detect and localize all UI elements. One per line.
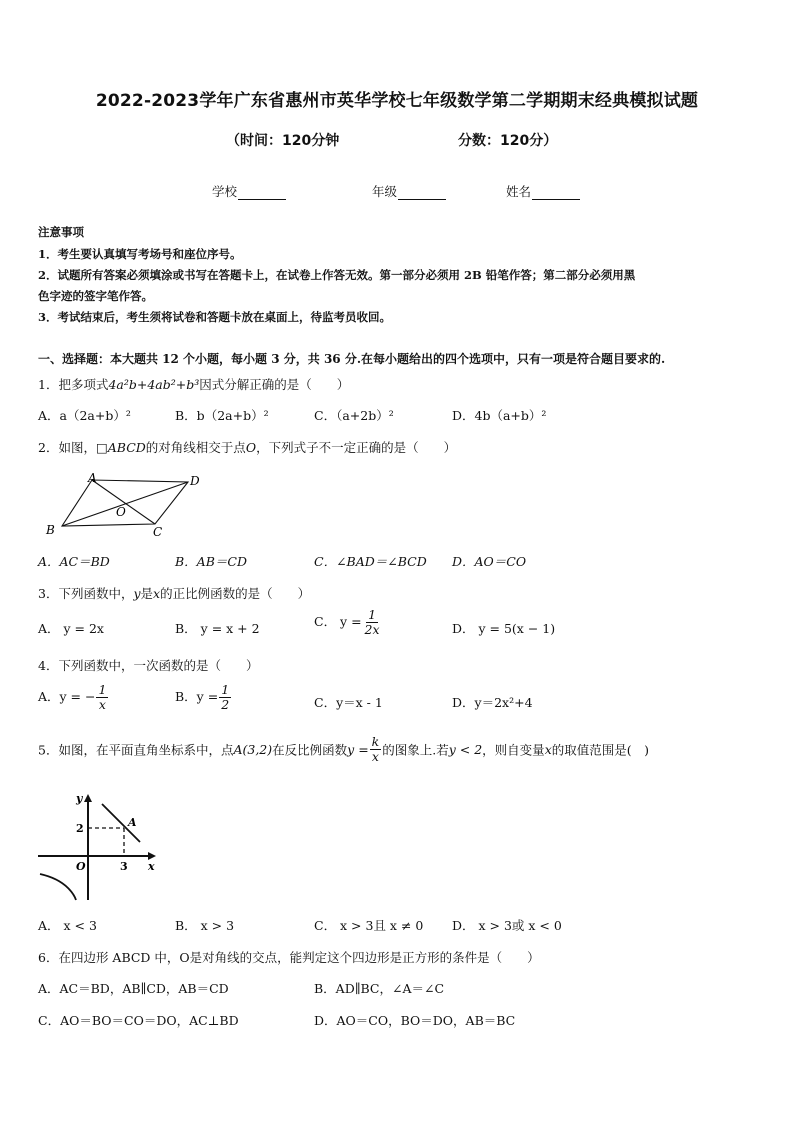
school-blank[interactable]	[238, 187, 286, 200]
tick-label-3: 3	[120, 860, 128, 873]
label-o: O	[116, 505, 126, 519]
q1-expression: 4a²b+4ab²+b³	[108, 377, 200, 392]
q2-option-a[interactable]: A．AC＝BD	[38, 554, 110, 569]
axis-label-y: y	[76, 792, 83, 805]
diagonal-bd	[62, 482, 188, 526]
q3-option-d[interactable]: D． y = 5(x − 1)	[452, 621, 556, 636]
y-axis-arrow	[84, 794, 92, 802]
q5-option-d[interactable]: D． x > 3或 x < 0	[452, 918, 562, 933]
axis-label-x: x	[148, 860, 155, 873]
q2-option-d[interactable]: D．AO＝CO	[452, 554, 527, 569]
q3-option-c[interactable]: C． y = $\frac{1}{2x}$	[314, 607, 380, 637]
label-b: B	[46, 523, 55, 537]
q4-option-c[interactable]: C．y＝x - 1	[314, 695, 383, 710]
note-1: 1．考生要认真填写考场号和座位序号。	[38, 247, 242, 261]
q1-stem: 1．把多项式4a²b+4ab²+b³因式分解正确的是（ ）	[38, 377, 350, 392]
q4-option-a[interactable]: A．y = − $\frac{1}{x}$	[38, 682, 107, 712]
q4-option-d[interactable]: D．y＝2x²+4	[452, 695, 533, 710]
school-field[interactable]	[212, 182, 286, 200]
q3-option-a[interactable]: A． y = 2x	[38, 621, 104, 636]
notes-heading: 注意事项	[38, 225, 84, 239]
q6-option-d[interactable]: D．AO＝CO，BO＝DO，AB＝BC	[314, 1013, 516, 1028]
q5-option-c[interactable]: C． x > 3且 x ≠ 0	[314, 918, 424, 933]
q3-option-b[interactable]: B． y = x + 2	[175, 621, 260, 636]
q2-option-c[interactable]: C．∠BAD＝∠BCD	[314, 554, 427, 569]
section-heading: 一、选择题：本大题共 12 个小题，每小题 3 分，共 36 分.在每小题给出的四个选项中，只有一项是符合题目要求的.	[38, 352, 666, 366]
time-label: （时间：120分钟	[226, 133, 340, 149]
q5-option-a[interactable]: A． x < 3	[38, 918, 97, 933]
hyperbola-figure	[36, 790, 166, 905]
hyperbola-branch-2	[40, 874, 76, 900]
name-blank[interactable]	[532, 187, 580, 200]
q6-option-c[interactable]: C．AO＝BO＝CO＝DO，AC⊥BD	[38, 1013, 239, 1028]
grade-label: 年级	[372, 184, 398, 199]
parallelogram-figure	[40, 470, 210, 540]
name-label: 姓名	[506, 184, 532, 199]
q3-stem: 3．下列函数中，y是x的正比例函数的是（ ）	[38, 586, 311, 601]
note-2b: 色字迹的签字笔作答。	[38, 289, 153, 303]
q1-option-a[interactable]: A．a（2a+b）²	[38, 408, 131, 423]
score-label: 分数：120分）	[458, 133, 558, 149]
origin-label: O	[76, 860, 86, 873]
page-title: 2022-2023学年广东省惠州市英华学校七年级数学第二学期期末经典模拟试题	[95, 91, 699, 111]
q1-option-b[interactable]: B．b（2a+b）²	[175, 408, 269, 423]
q4-option-b[interactable]: B．y = $\frac{1}{2}$	[175, 682, 230, 712]
label-a: A	[88, 471, 97, 485]
grade-blank[interactable]	[398, 187, 446, 200]
q6-stem: 6．在四边形 ABCD 中，O是对角线的交点，能判定这个四边形是正方形的条件是（ ）	[38, 950, 540, 965]
q4-stem: 4．下列函数中，一次函数的是（ ）	[38, 658, 259, 673]
q5-stem: 5．如图，在平面直角坐标系中，点A(3,2)在反比例函数y = $\frac{k}{x}$ 的图象上.若y < 2，则自变量x的取值范围是( )	[38, 734, 650, 764]
grade-field[interactable]	[372, 182, 446, 200]
label-d: D	[190, 474, 200, 488]
q6-option-b[interactable]: B．AD∥BC，∠A＝∠C	[314, 981, 445, 996]
label-c: C	[153, 525, 163, 539]
q2-option-b[interactable]: B．AB＝CD	[175, 554, 247, 569]
point-label-a: A	[128, 816, 137, 829]
q2-stem: 2．如图，□ABCD的对角线相交于点O，下列式子不一定正确的是（ ）	[38, 440, 457, 455]
school-label: 学校	[212, 184, 238, 199]
name-field[interactable]	[506, 182, 580, 200]
q6-option-a[interactable]: A．AC＝BD，AB∥CD，AB＝CD	[38, 981, 229, 996]
q5-option-b[interactable]: B． x > 3	[175, 918, 235, 933]
note-3: 3．考试结束后，考生须将试卷和答题卡放在桌面上，待监考员收回。	[38, 310, 391, 324]
tick-label-2: 2	[76, 822, 84, 835]
note-2a: 2．试题所有答案必须填涂或书写在答题卡上，在试卷上作答无效。第一部分必须用 2B 铅笔作答；第二部分必须用黑	[38, 268, 636, 282]
q1-option-c[interactable]: C．（a+2b）²	[314, 408, 394, 423]
q1-option-d[interactable]: D．4b（a+b）²	[452, 408, 547, 423]
x-axis-arrow	[148, 852, 156, 860]
